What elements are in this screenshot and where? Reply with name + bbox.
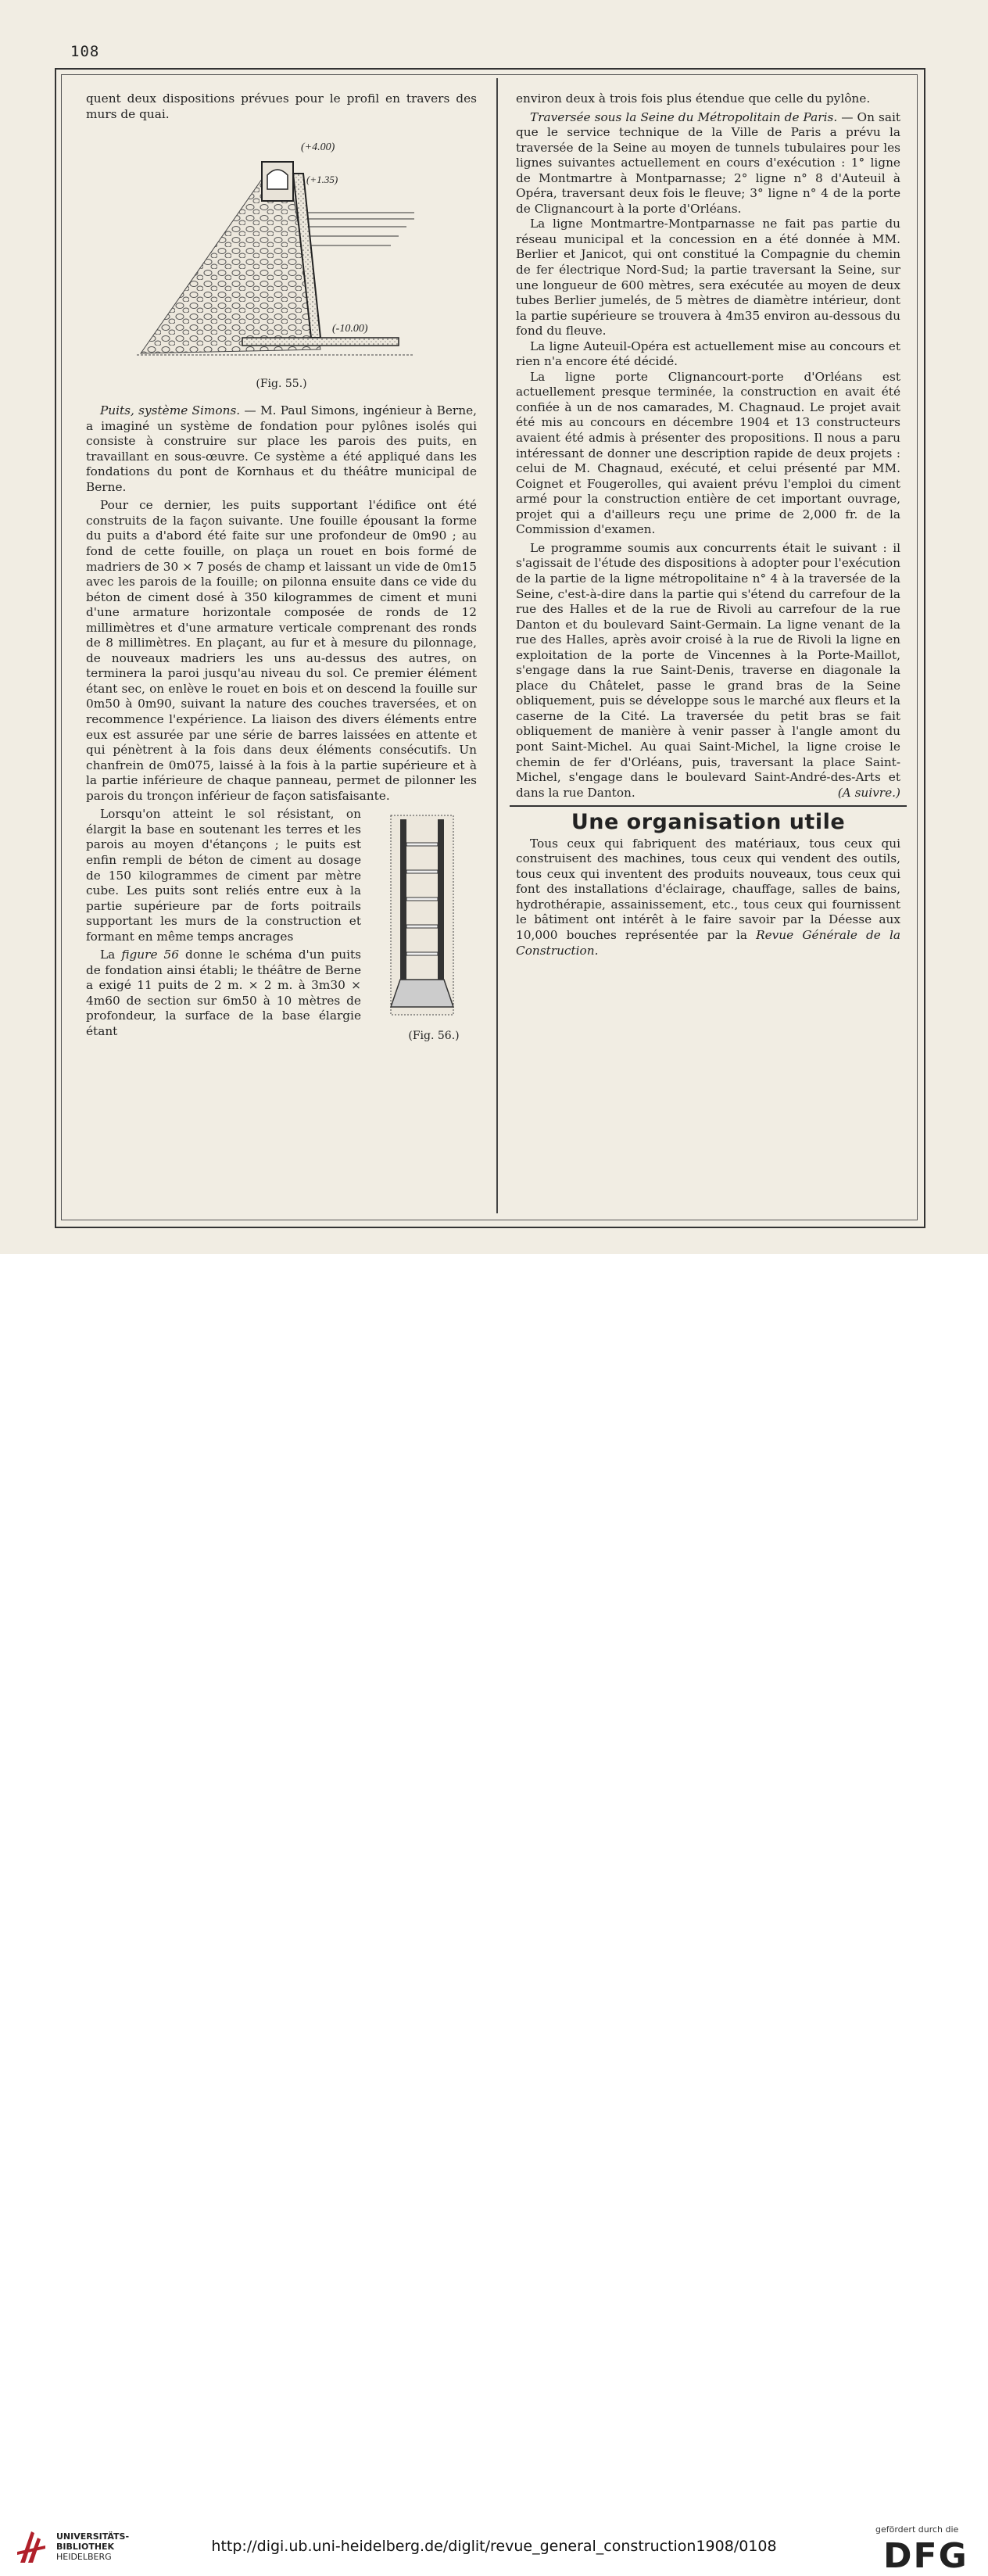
right-intro: environ deux à trois fois plus étendue que celle du pylône. bbox=[516, 91, 871, 106]
left-paragraph-simons bbox=[86, 403, 477, 495]
section-title-metro: Traversée sous la Seine du Métropolitain de Paris. bbox=[530, 109, 838, 124]
fig56-prefix: La bbox=[100, 948, 122, 962]
scanned-page bbox=[0, 0, 988, 1254]
right-paragraph-programme bbox=[516, 541, 900, 801]
footer-bar bbox=[0, 1254, 988, 2576]
column-divider bbox=[496, 78, 498, 1213]
page-number: 108 bbox=[70, 43, 100, 60]
right-paragraph-metro bbox=[516, 110, 900, 217]
right-paragraph-clignancourt: La ligne porte Clignancourt-porte d'Orléans est actuellement presque terminée, la construction en avait été confiée à un de nos camarades, M. Chagnaud. Le projet avait été mis au concours en décembre 1904 et 13 constructeurs avaient été admis à présenter des propositions. Il nous a paru intéressant de donner une description rapide de deux projets : celui de M. Chagnaud, exécuté, et celui présenté par MM. Coignet et Fougerolles, qui avaient prévu l'emploi du ciment armé pour la construction entière de cet important ouvrage, projet qui a d'ailleurs reçu une prime de 2,000 fr. de la Commission d'examen. bbox=[516, 369, 900, 537]
right-paragraph-organisation bbox=[516, 837, 900, 958]
supported-by-text: gefördert durch die bbox=[875, 2524, 959, 2535]
fig56-text: donne le schéma d'un puits de fondation ainsi établi; le théâtre de Berne a exigé 11 puits de 2 m. × 2 m. à 3m30 × 4m60 de section sur 6m50 à 10 mètres de profondeur, la surface de la base élargie étant bbox=[86, 948, 362, 1038]
figure-55-caption: (Fig. 55.) bbox=[256, 378, 307, 391]
elevation-label-bottom: (-10.00) bbox=[332, 323, 368, 335]
journal-name: Revue Générale de la Construction. bbox=[516, 927, 900, 958]
simons-text: — M. Paul Simons, ingénieur à Berne, a imaginé un système de fondation pour pylônes isolés qui consiste à construire sur place les parois des puits, en travaillant en sous-œuvre. Ce système a été appliqué dans les fondations du pont de Kornhaus et du théâtre municipal de Berne. bbox=[86, 403, 477, 494]
institution-line-1: UNIVERSITÄTS- bbox=[56, 2531, 130, 2542]
programme-text: Le programme soumis aux concurrents était le suivant : il s'agissait de l'étude des dispositions à adopter pour l'exécution de la partie de la ligne métropolitaine n° 4 à la traversée de la Seine, c'est-à-dire dans la partie qui s'étend du carrefour de la rue des Halles et de la rue de Rivoli au carrefour de la rue Danton et du boulevard Saint-Germain. La ligne venant de la rue des Halles, après avoir croisé à la rue de Rivoli la ligne en exploitation de la porte de Vincennes à la Porte-Maillot, s'engage dans la rue Saint-Denis, traverse en diagonale la place du Châtelet, passe le grand bras de la Seine obliquement, puis se développe sous le marché aux fleurs et la caserne de la Cité. La traversée du petit bras se fait obliquement de manière à venir passer à l'angle amont du pont Saint-Michel. Au quai Saint-Michel, la ligne croise le chemin de fer d'Orléans, puis, traversant la place Saint-Michel, s'engage dans le boulevard Saint-André-des-Arts et dans la rue Danton. bbox=[516, 540, 900, 800]
figure-56-reference: figure 56 bbox=[121, 948, 180, 962]
left-paragraph-resistant-soil: Lorsqu'on atteint le sol résistant, on élargit la base en soutenant les terres et les parois au moyen d'étançons ; le puits est enfin rempli de béton de ciment au dosage de 150 kilogrammes de ciment par mètre cube. Les puits sont reliés entre eux à la partie supérieure par de forts poitrails supportant les murs de la construction et formant en même temps ancrages bbox=[86, 807, 361, 944]
dfg-logo: DFG bbox=[883, 2536, 968, 2576]
section-rule bbox=[510, 805, 907, 807]
right-column bbox=[516, 91, 900, 958]
right-paragraph-montparnasse: La ligne Montmartre-Montparnasse ne fait pas partie du réseau municipal et la concession en a été donnée à MM. Berlier et Janicot, qui ont constitué la Compagnie du chemin de fer électrique Nord-Sud; la partie traversant la Seine, sur une longueur de 600 mètres, sera exécutée au moyen de deux tubes Berlier jumelés, de 5 mètres de diamètre intérieur, dont la partie supérieure se trouvera à 4m35 environ au-dessous du fond du fleuve. bbox=[516, 217, 900, 339]
figure-55 bbox=[86, 127, 477, 392]
figure-56 bbox=[367, 811, 477, 1046]
to-be-continued: (A suivre.) bbox=[837, 785, 900, 800]
left-paragraph-construction: Pour ce dernier, les puits supportant l'édifice ont été construits de la façon suivante. Une fouille épousant la forme du puits a d'abord été faite sur une profondeur de 0m90 ; au fond de cette fouille, on plaça un rouet en bois formé de madriers de 30 × 7 posés de champ et laissant un vide de 0m15 avec les parois de la fouille; on pilonna ensuite dans ce vide du béton de ciment dosé à 350 kilogrammes de ciment et muni d'une armature horizontale composée de ronds de 12 millimètres et d'une armature verticale comprenant des ronds de 8 millimètres. En plaçant, au fur et à mesure du pilonnage, de nouveaux madriers les uns au-dessus des autres, on terminera la paroi jusqu'au niveau du sol. Ce premier élément étant sec, on enlève le rouet en bois et on descend la fouille sur 0m50 à 0m90, suivant la nature des couches traversées, et on recommence l'expérience. La liaison des divers éléments entre eux est assurée par une série de barres laissées en attente et qui pénètrent à la fois dans deux éléments consécutifs. Un chanfrein de 0m075, laissé à la fois à la partie supérieure et à la partie inférieure de chaque panneau, permet de pilonner les parois du tronçon inférieur de façon satisfaisante. bbox=[86, 498, 477, 803]
left-intro: quent deux dispositions prévues pour le profil en travers des murs de quai. bbox=[86, 91, 477, 121]
section-heading: Une organisation utile bbox=[571, 810, 846, 835]
quay-wall-section-drawing bbox=[133, 127, 430, 377]
well-foundation-drawing bbox=[375, 811, 469, 1026]
metro-text: — On sait que le service technique de la Ville de Paris a prévu la traversée de la Seine au moyen de tunnels tubulaires pour les lignes suivantes actuellement en cours d'exécution : 1° ligne de Montmartre à Montparnasse; 2° ligne n° 8 d'Auteuil à Opéra, traversant deux fois le fleuve; 3° ligne n° 4 de la porte de Clignancourt à la porte d'Orléans. bbox=[516, 109, 900, 216]
elevation-label-mid: (+1.35) bbox=[306, 174, 338, 186]
source-url-link[interactable]: http://digi.ub.uni-heidelberg.de/diglit/revue_general_construction1908/0108 bbox=[211, 2538, 777, 2555]
section-title-simons: Puits, système Simons. bbox=[100, 403, 241, 418]
left-column bbox=[86, 91, 477, 1046]
figure-56-caption: (Fig. 56.) bbox=[408, 1030, 460, 1043]
organisation-text: Tous ceux qui fabriquent des matériaux, tous ceux qui construisent des machines, tous ceux qui vendent des outils, tous ceux qui inventent des produits nouveaux, tous ceux qui font des installations d'éclairage, chauffage, salles de bains, hydrothérapie, assainissement, etc., tous ceux qui fournissent le bâtiment ont intérêt à le faire savoir par la Déesse aux 10,000 bouches représentée par la bbox=[516, 836, 900, 942]
right-paragraph-auteuil: La ligne Auteuil-Opéra est actuellement mise au concours et rien n'a encore été décidé. bbox=[516, 339, 900, 369]
figure-56-wrap bbox=[86, 807, 477, 1043]
elevation-label-top: (+4.00) bbox=[301, 142, 335, 154]
institution-line-2: BIBLIOTHEK bbox=[56, 2542, 115, 2552]
institution-line-3: HEIDELBERG bbox=[56, 2552, 112, 2562]
